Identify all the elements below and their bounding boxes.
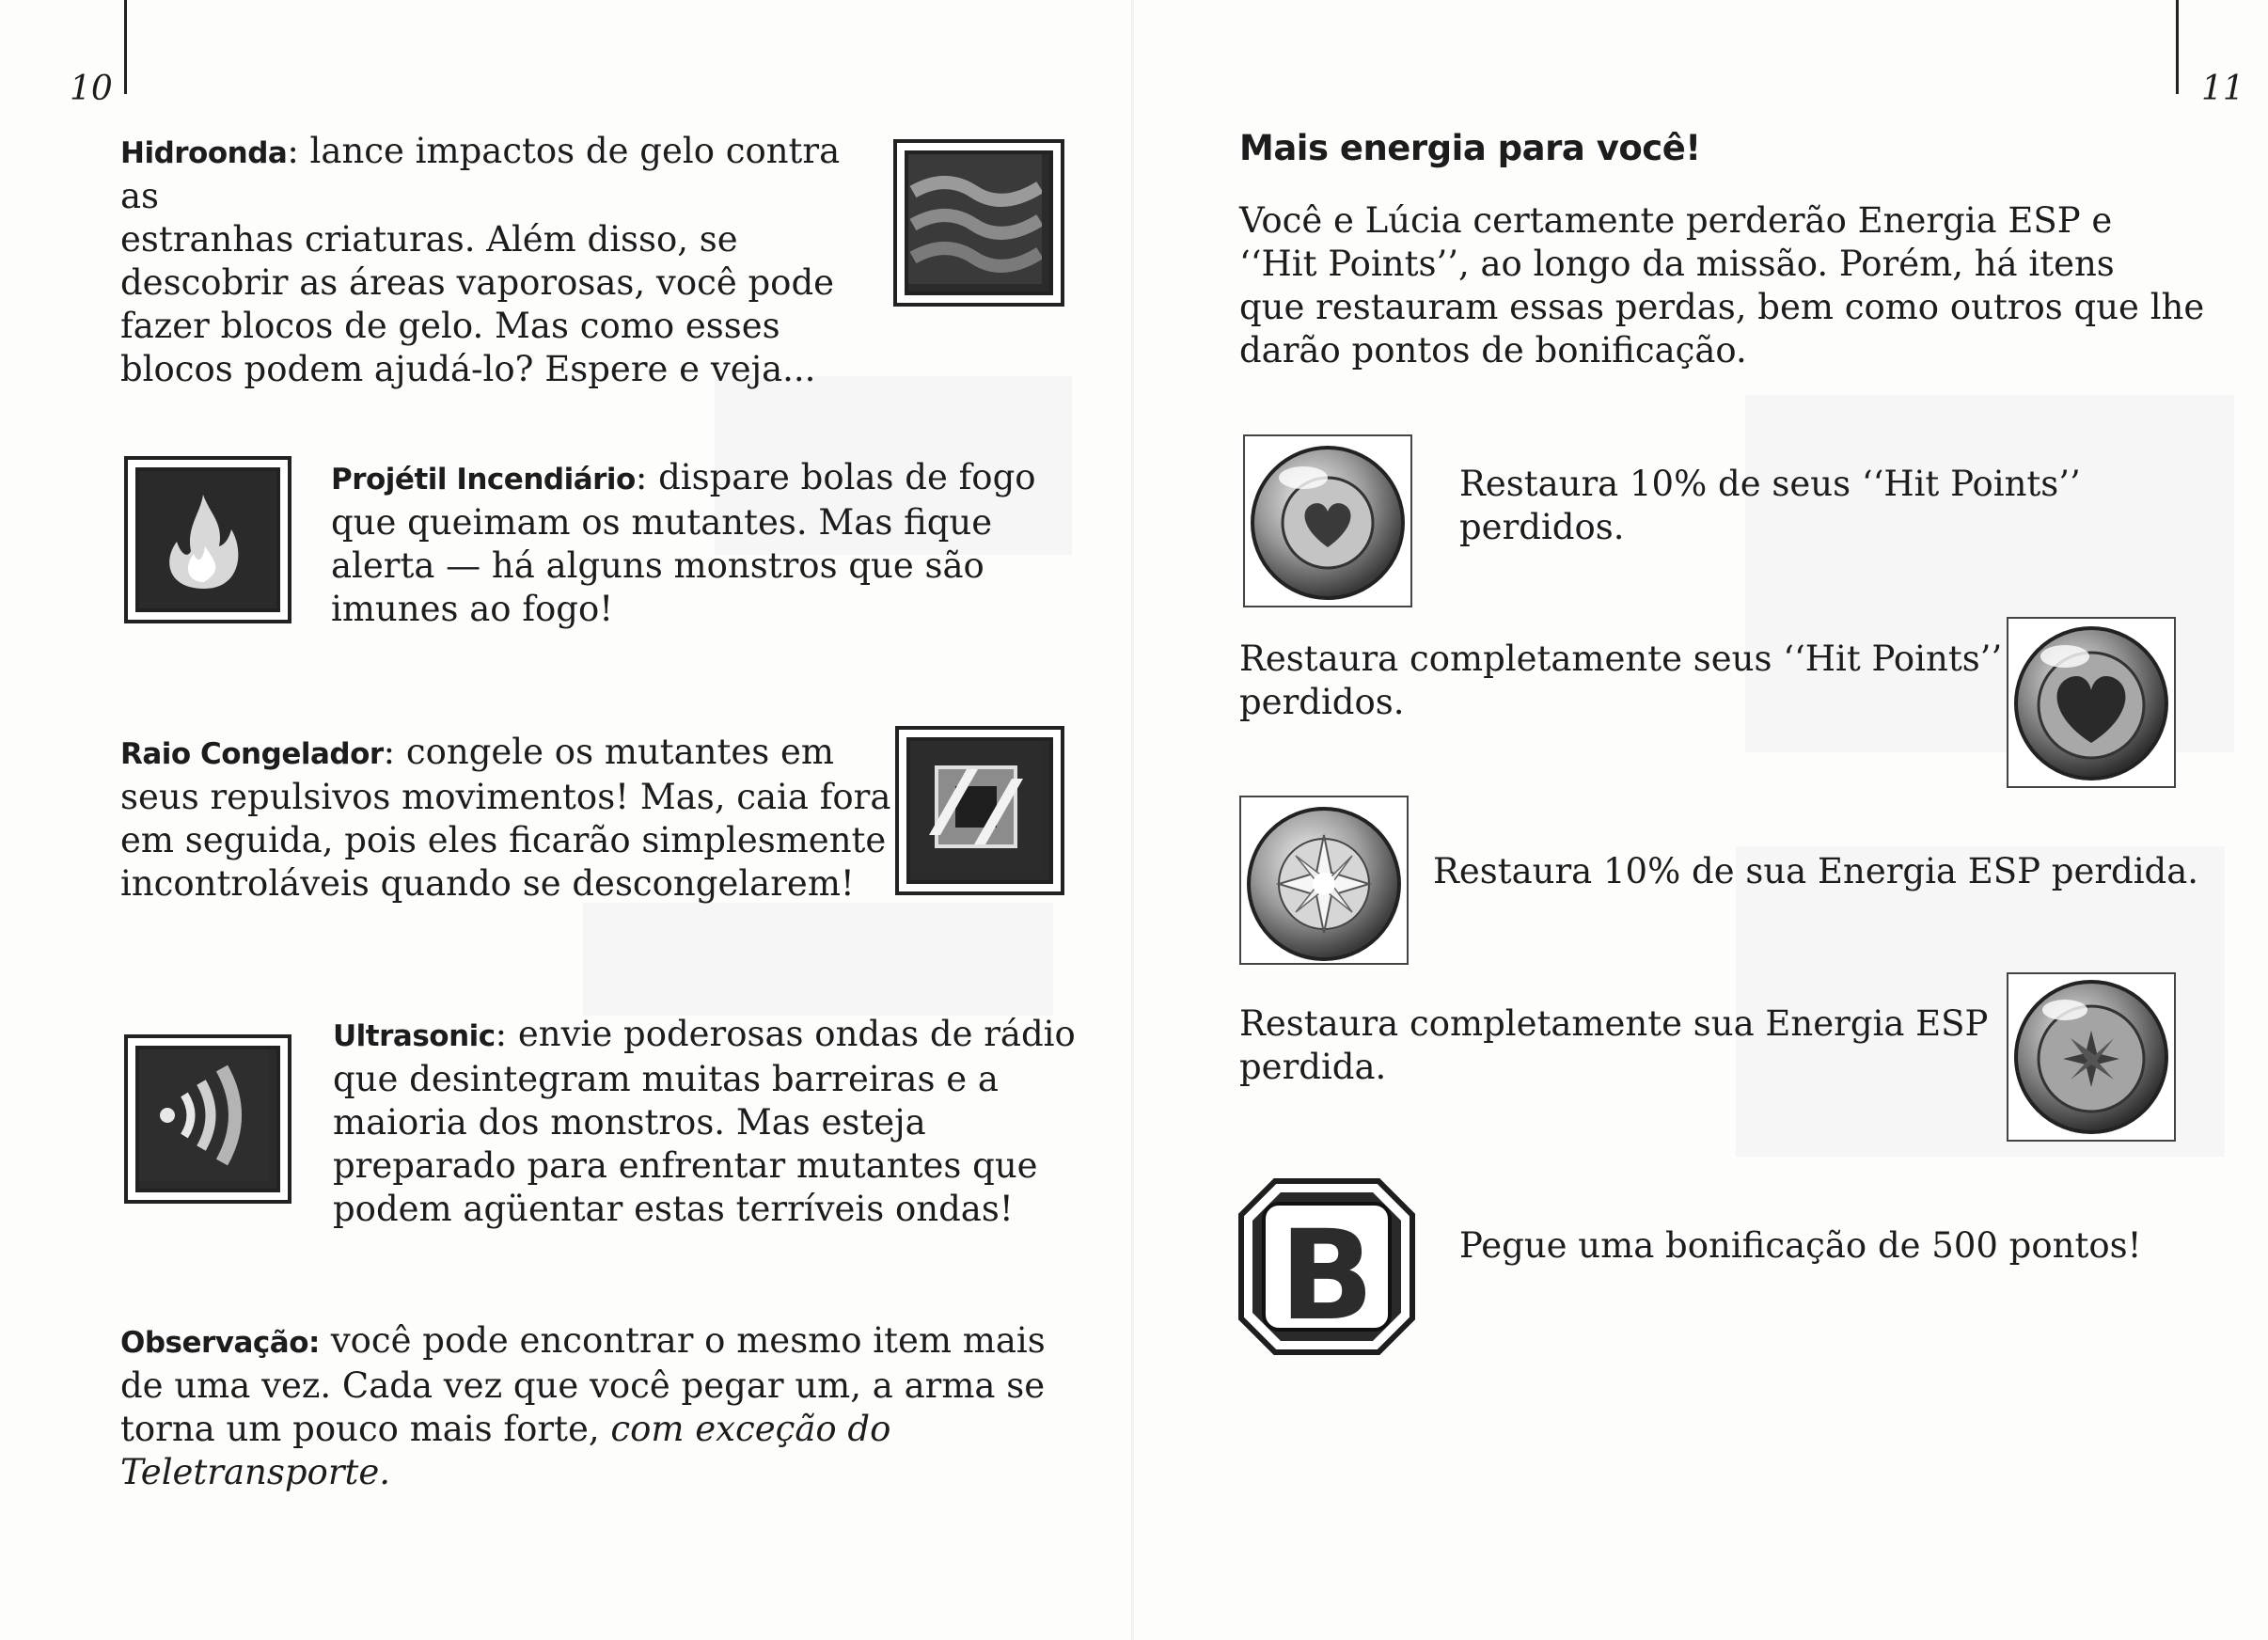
hidroonda-description: Hidroonda: lance impactos de gelo contra as estranhas criaturas. Além disso, se descobrir as áreas vaporosas, você pode fazer blocos de gelo. Mas como esses blocos podem ajudá-lo? Espere e veja... [120, 131, 841, 389]
large-star-orb-icon [2007, 972, 2176, 1142]
projetil-term: Projétil Incendiário [331, 463, 636, 497]
projetil-description: Projétil Incendiário: dispare bolas de fogo que queimam os mutantes. Mas fique alerta — há alguns monstros que são imunes ao fogo! [331, 457, 1036, 629]
item-large-heart-text: Restaura completamente seus ‘‘Hit Points’’ perdidos. [1239, 639, 2003, 722]
small-star-orb-icon [1239, 796, 1409, 965]
wave-icon [893, 139, 1064, 307]
small-heart-orb-icon [1243, 434, 1412, 607]
page-number: 10 [70, 70, 113, 108]
item-bonus-text: Pegue uma bonificação de 500 pontos! [1459, 1225, 2142, 1266]
item-small-heart-text: Restaura 10% de seus ‘‘Hit Points’’ perdidos. [1459, 464, 2081, 547]
right-page [1134, 0, 2268, 1640]
hidroonda-term: Hidroonda [120, 136, 288, 170]
page-number: 11 [2201, 70, 2244, 108]
observacao-term: Observação: [120, 1326, 320, 1360]
show-through-shadow [583, 903, 1053, 1016]
raio-description: Raio Congelador: congele os mutantes em seus repulsivos movimentos! Mas, caia fora em seguida, pois eles ficarão simplesmente incontroláveis quando se descongelarem! [120, 732, 891, 904]
fire-icon [124, 456, 291, 623]
page-edge-line [2176, 0, 2179, 94]
large-heart-orb-icon [2007, 617, 2176, 788]
freeze-ray-icon [895, 726, 1064, 895]
intro-paragraph: Você e Lúcia certamente perderão Energia ESP e ‘‘Hit Points’’, ao longo da missão. Porém, há itens que restauram essas perdas, bem como outros que lhe darão pontos de bonificação. [1239, 200, 2205, 371]
raio-term: Raio Congelador [120, 737, 384, 771]
ultrasonic-term: Ultrasonic [333, 1019, 496, 1053]
bonus-b-icon [1237, 1177, 1416, 1356]
ultrasonic-description: Ultrasonic: envie poderosas ondas de rádio que desintegram muitas barreiras e a maioria dos monstros. Mas esteja preparado para enfrentar mutantes que podem agüentar estas terríveis ondas! [333, 1014, 1076, 1229]
item-large-star-text: Restaura completamente sua Energia ESP perdida. [1239, 1003, 1989, 1087]
page-edge-line [124, 0, 127, 94]
bonus-b-glyph: B [1279, 1204, 1375, 1348]
page-heading: Mais energia para você! [1239, 128, 1701, 168]
sound-waves-icon [124, 1034, 291, 1204]
observacao-note: Observação: você pode encontrar o mesmo item mais de uma vez. Cada vez que você pegar um, a arma se torna um pouco mais forte, com exceção do Teletransporte. [120, 1320, 1046, 1492]
item-small-star-text: Restaura 10% de sua Energia ESP perdida. [1433, 851, 2199, 891]
